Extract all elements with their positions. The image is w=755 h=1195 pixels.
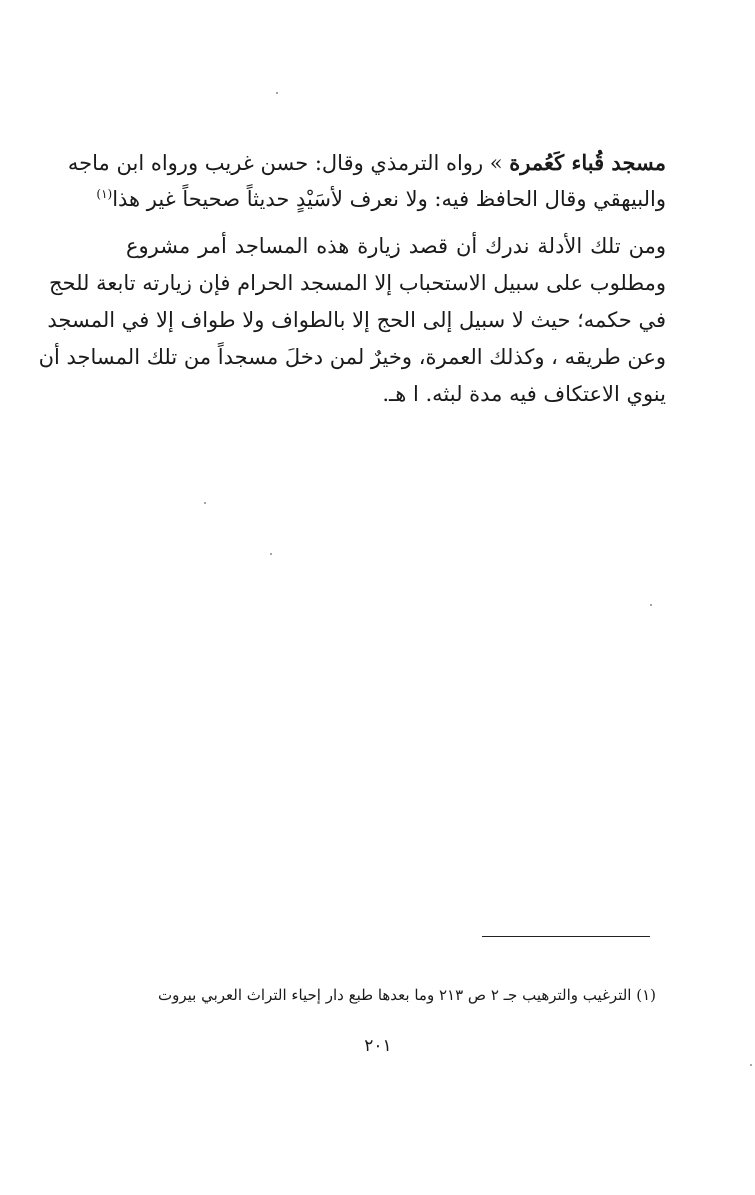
quoted-hadith-end: مسجد قُباء كَعُمرة [509, 150, 666, 175]
text-line-7: ينوي الاعتكاف فيه مدة لبثه. ا هـ. [382, 382, 666, 406]
text-line-2 [96, 181, 666, 218]
text-line-1-rest: » رواه الترمذي وقال: حسن غريب ورواه ابن ماجه [67, 151, 510, 175]
text-line-4: ومطلوب على سبيل الاستحباب إلا المسجد الحرام فإن زيارته تابعة للحج [48, 271, 666, 295]
scan-speck [204, 502, 206, 504]
footnote-marker: (١) [96, 187, 113, 201]
page-number: ٢٠١ [364, 1036, 392, 1056]
body-text [38, 144, 666, 413]
text-line-3: ومن تلك الأدلة ندرك أن قصد زيارة هذه المساجد أمر مشروع [126, 234, 666, 258]
scan-speck [276, 92, 278, 94]
text-line-1 [67, 144, 666, 181]
scan-speck [750, 1064, 752, 1066]
scan-speck [270, 553, 272, 555]
footnote-separator [482, 936, 650, 937]
text-line-2-body: والبيهقي وقال الحافظ فيه: ولا نعرف لأسَيْدٍ حديثاً صحيحاً غير هذا [112, 187, 666, 211]
scan-speck [650, 604, 652, 606]
footnote: (١) الترغيب والترهيب جـ ٢ ص ٢١٣ وما بعدها طبع دار إحياء التراث العربي بيروت [157, 986, 656, 1004]
text-line-5: في حكمه؛ حيث لا سبيل إلى الحج إلا بالطواف ولا طواف إلا في المسجد [47, 308, 666, 332]
text-line-6: وعن طريقه ، وكذلك العمرة، وخيرٌ لمن دخلَ مسجداً من تلك المساجد أن [38, 345, 666, 369]
